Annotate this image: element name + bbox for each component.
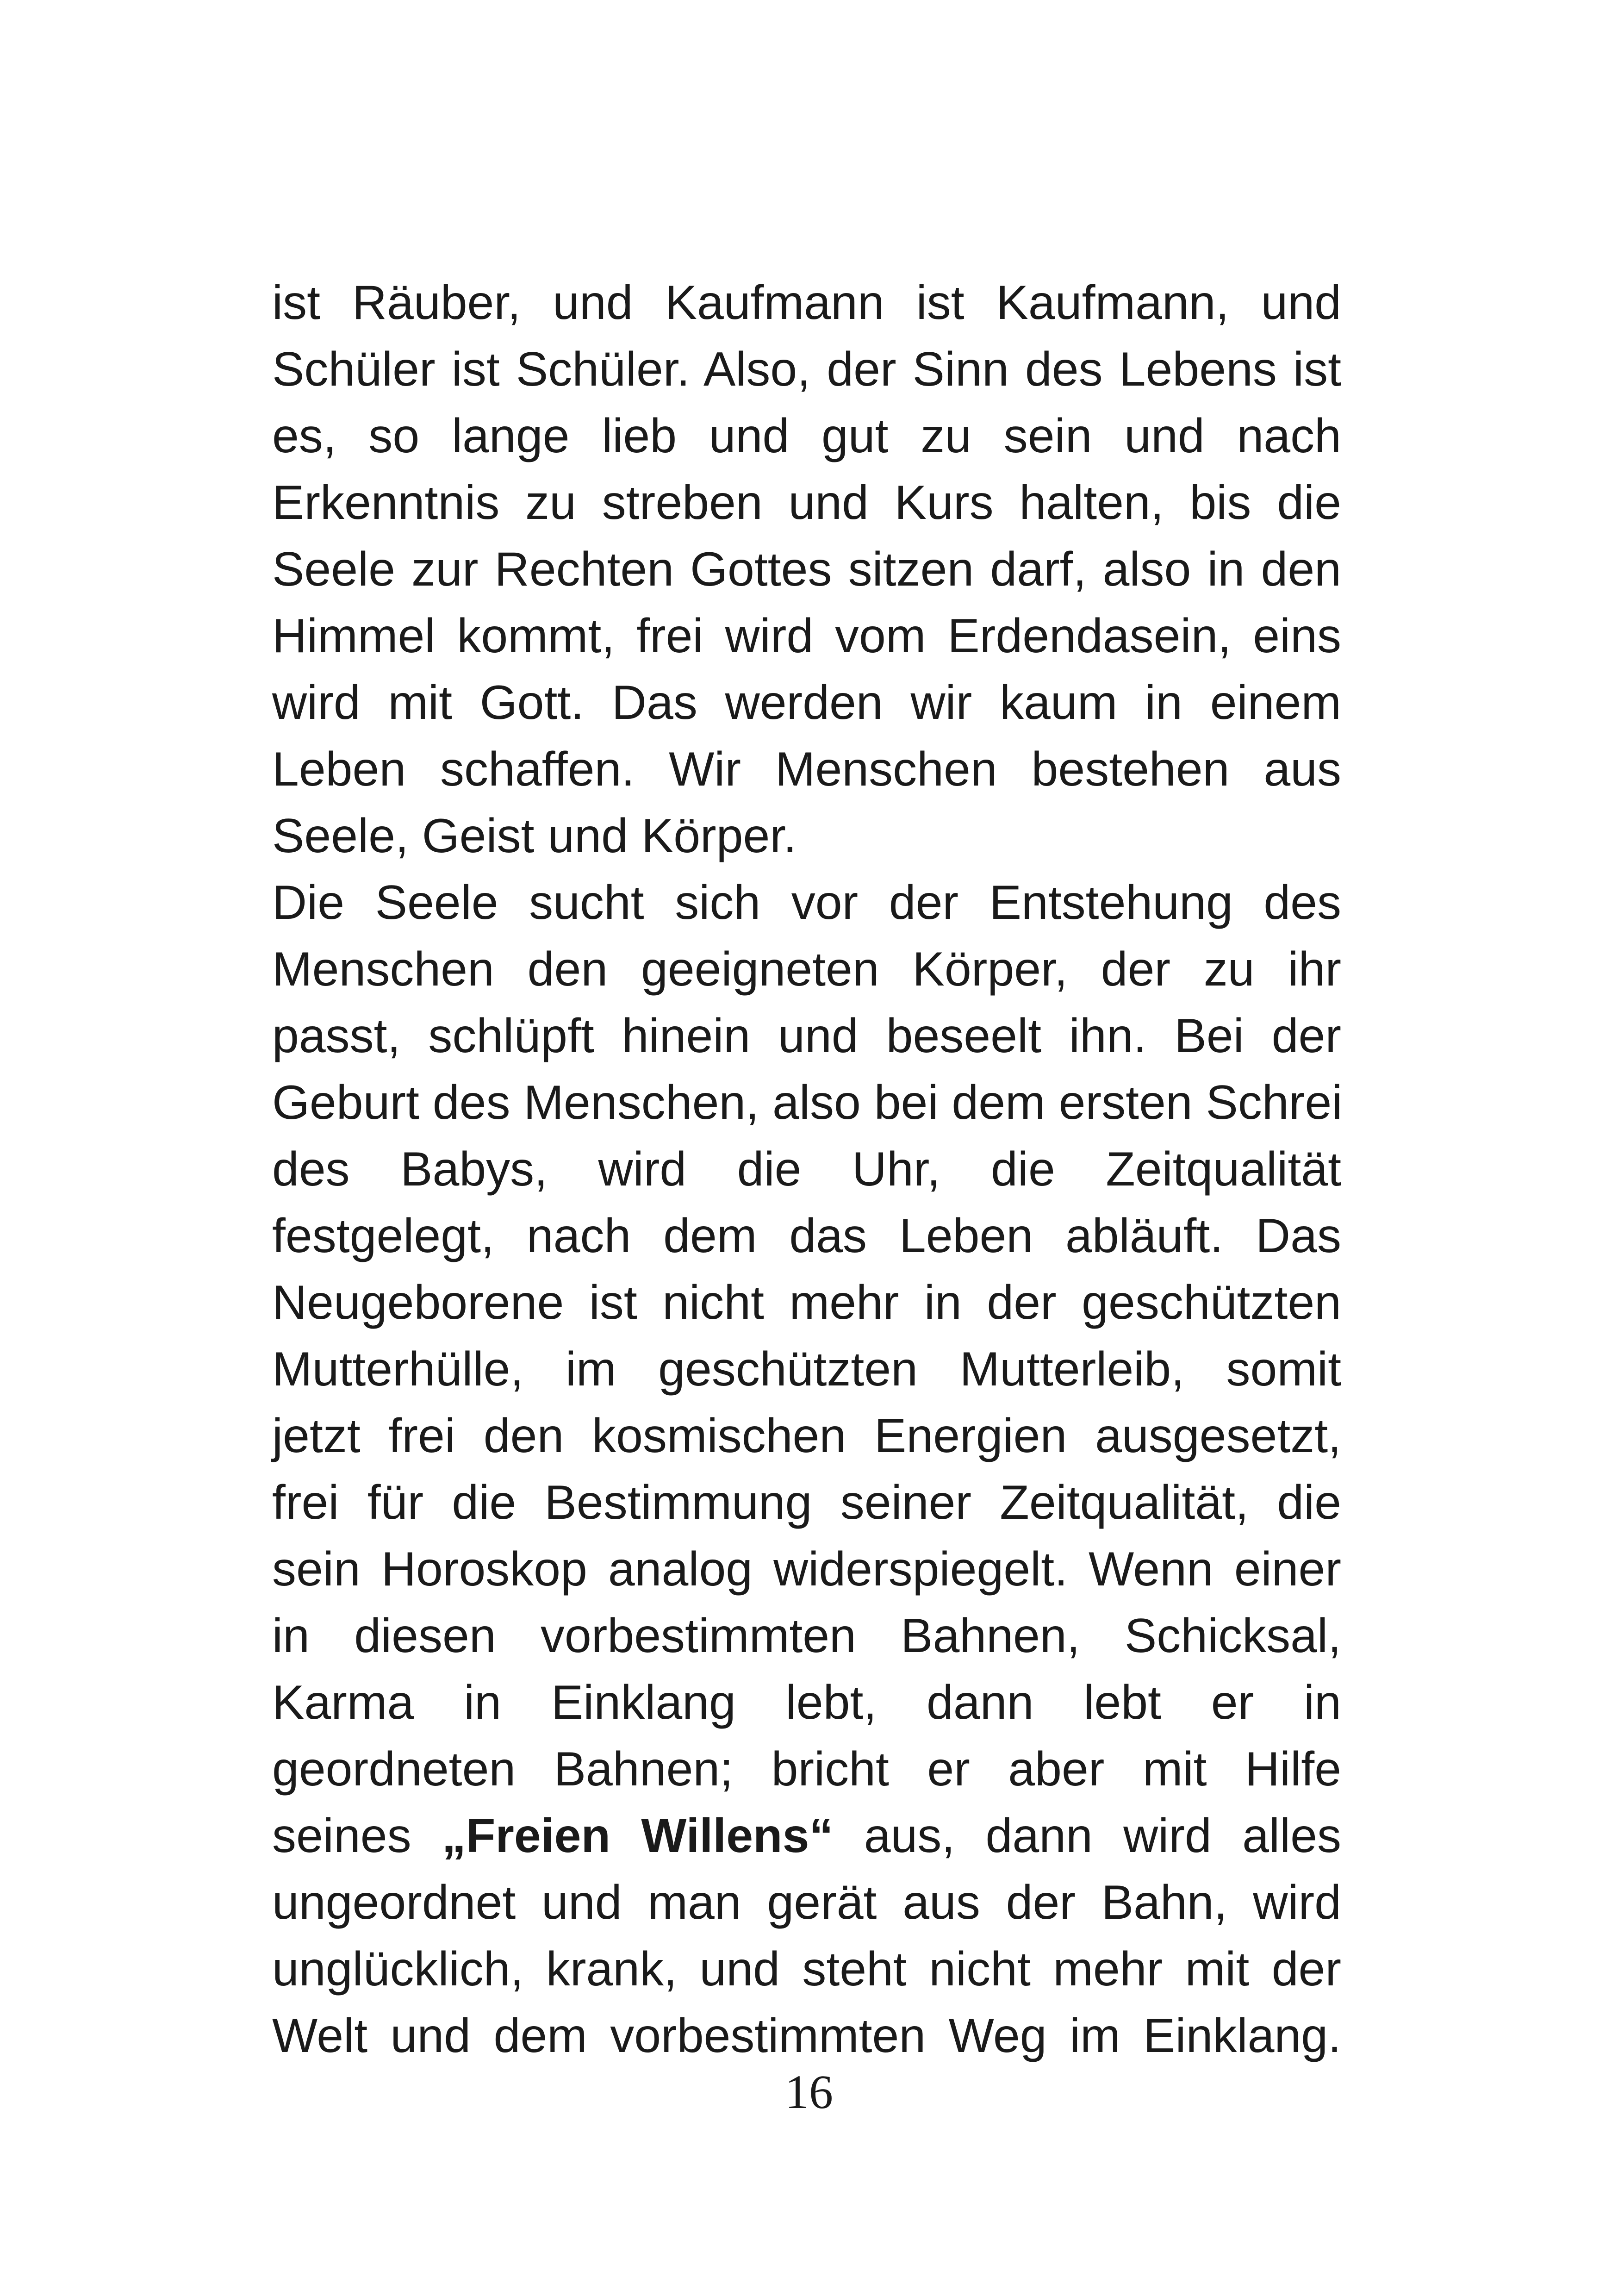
emphasis-before: seines xyxy=(272,1809,442,1863)
text-line: festgelegt, nach dem das Leben abläuft. Das xyxy=(272,1209,1341,1263)
text-line: ungeordnet und man gerät aus der Bahn, wird xyxy=(272,1876,1341,1929)
text-line: Mutterhülle, im geschützten Mutterleib, somit xyxy=(272,1342,1341,1396)
bold-term: „Freien Willens“ xyxy=(442,1809,834,1863)
text-line: unglücklich, krank, und steht nicht mehr mit der xyxy=(272,1942,1341,1996)
text-line: in diesen vorbestimmten Bahnen, Schicksal, xyxy=(272,1609,1341,1663)
text-line: Neugeborene ist nicht mehr in der geschützten xyxy=(272,1276,1341,1329)
text-line: Erkenntnis zu streben und Kurs halten, bis die xyxy=(272,476,1341,530)
text-line: Leben schaffen. Wir Menschen bestehen aus xyxy=(272,742,1341,796)
text-line: wird mit Gott. Das werden wir kaum in einem xyxy=(272,676,1341,730)
text-line: Karma in Einklang lebt, dann lebt er in xyxy=(272,1676,1341,1729)
text-line: es, so lange lieb und gut zu sein und nach xyxy=(272,409,1341,463)
text-line: sein Horoskop analog widerspiegelt. Wenn einer xyxy=(272,1542,1341,1596)
text-line: ist Räuber, und Kaufmann ist Kaufmann, und xyxy=(272,276,1341,330)
text-line: Schüler ist Schüler. Also, der Sinn des Lebens ist xyxy=(272,343,1341,396)
text-line: Seele zur Rechten Gottes sitzen darf, also in den xyxy=(272,543,1341,596)
text-line: jetzt frei den kosmischen Energien ausgesetzt, xyxy=(272,1409,1341,1463)
emphasis-line xyxy=(272,1803,1341,1869)
text-line: Himmel kommt, frei wird vom Erdendasein, eins xyxy=(272,609,1341,663)
text-line: Die Seele sucht sich vor der Entstehung des xyxy=(272,876,1341,930)
text-line: frei für die Bestimmung seiner Zeitqualität, die xyxy=(272,1476,1341,1529)
text-line: Seele, Geist und Körper. xyxy=(272,809,797,863)
text-line: Geburt des Menschen, also bei dem ersten Schrei xyxy=(272,1076,1343,1129)
text-line: Welt und dem vorbestimmten Weg im Einklang. xyxy=(272,2009,1341,2063)
emphasis-after: aus, dann wird alles xyxy=(833,1809,1341,1863)
text-line: geordneten Bahnen; bricht er aber mit Hilfe xyxy=(272,1742,1341,1796)
text-line: Menschen den geeigneten Körper, der zu ihr xyxy=(272,942,1341,996)
body-text xyxy=(272,269,1341,2069)
page-number: 16 xyxy=(785,2065,833,2119)
text-line: des Babys, wird die Uhr, die Zeitqualität xyxy=(272,1142,1341,1196)
text-line: passt, schlüpft hinein und beseelt ihn. Bei der xyxy=(272,1009,1341,1063)
